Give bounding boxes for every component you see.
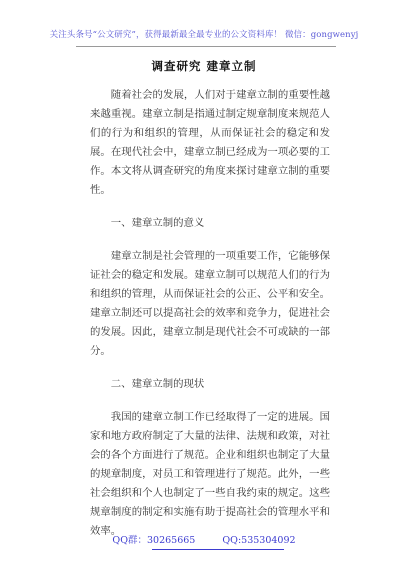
section-heading-status: 二、建章立制的现状 bbox=[110, 378, 205, 390]
footer-qq-group: QQ群：30265665 bbox=[112, 535, 196, 546]
document-title: 调查研究 建章立制 bbox=[151, 59, 257, 73]
footer-contact bbox=[0, 532, 408, 546]
status-paragraph: 我国的建章立制工作已经取得了一定的进展。国家和地方政府制定了大量的法律、法规和政策，对社会的各个方面进行了规范。企业和组织也制定了大量的规章制度，对员工和管理进行了规范。此外，一些社会组织和个人也制定了一些自我约束的规定。这些规章制度的制定和实施有助于提高社会的管理水平和效率。 bbox=[90, 411, 330, 537]
footer-underline bbox=[152, 549, 284, 550]
section-heading-significance: 一、建章立制的意义 bbox=[110, 217, 205, 229]
intro-paragraph: 随着社会的发展，人们对于建章立制的重要性越来越重视。建章立制是指通过制定规章制度来规范人们的行为和组织的管理，从而保证社会的稳定和发展。在现代社会中，建章立制已经成为一项必要的工作。本文将从调查研究的角度来探讨建章立制的重要性。 bbox=[90, 89, 330, 196]
header-divider bbox=[76, 46, 336, 47]
header-promo-note: 关注头条号“公文研究”，获得最新最全最专业的公文资料库！ 微信：gongwenyj bbox=[49, 30, 359, 40]
significance-paragraph: 建章立制是社会管理的一项重要工作，它能够保证社会的稳定和发展。建章立制可以规范人们的行为和组织的管理，从而保证社会的公正、公平和安全。建章立制还可以提高社会的效率和竞争力，促进社会的发展。因此，建章立制是现代社会不可或缺的一部分。 bbox=[90, 250, 330, 357]
document-body bbox=[90, 86, 330, 555]
footer-qq: QQ:535304092 bbox=[222, 535, 296, 546]
